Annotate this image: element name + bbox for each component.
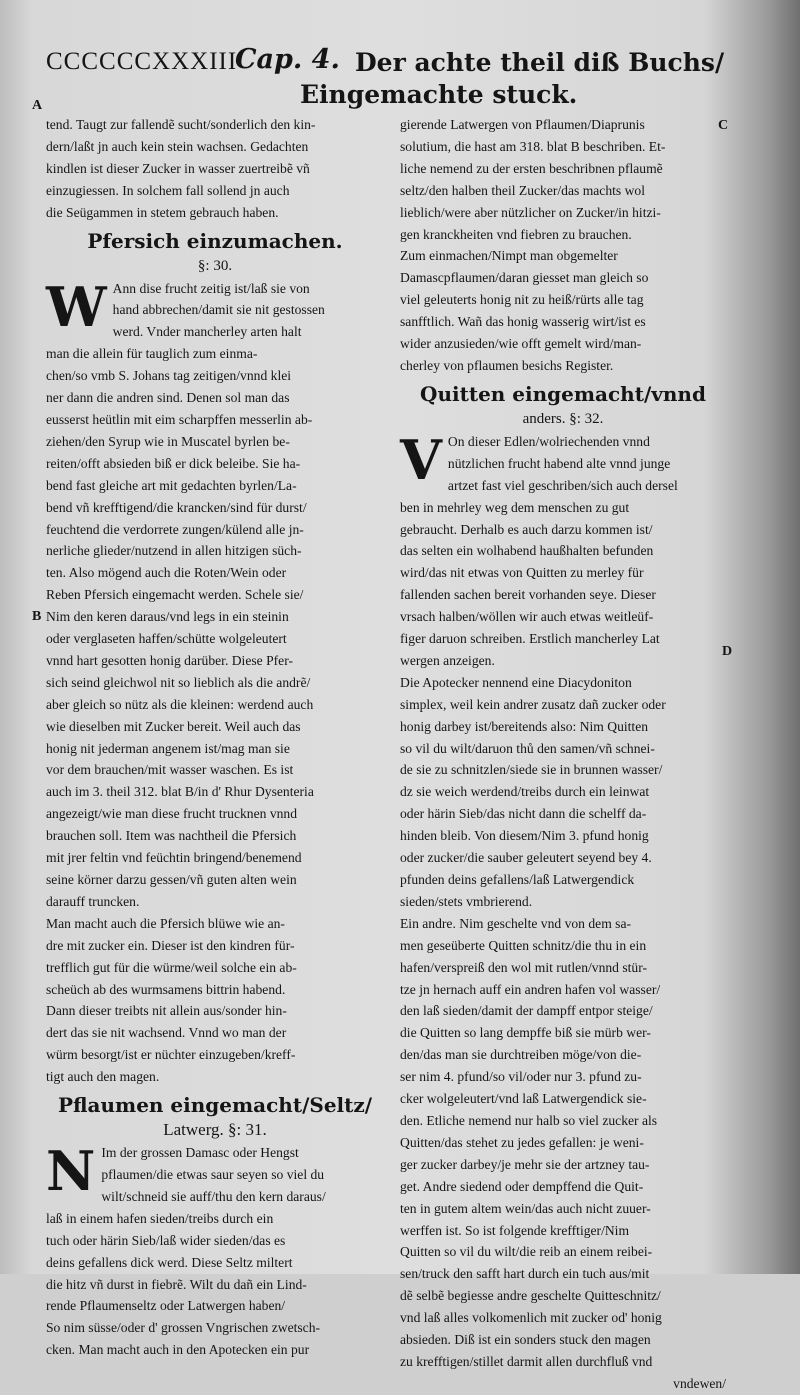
text-line: figer daruon schreiben. Erstlich mancherley Lat bbox=[400, 631, 660, 647]
text-line: dz sie weich werdend/treibs durch ein leinwat bbox=[400, 784, 650, 800]
chapter-label: Cap. 4. bbox=[235, 44, 340, 75]
text-line: so vil du wilt/daruon thů den samen/vñ schnei- bbox=[400, 740, 655, 756]
text-line: dre mit zucker ein. Dieser ist den kindren für- bbox=[46, 937, 295, 953]
text-line: chen/so vmb S. Johans tag zeitigen/vnnd klei bbox=[46, 368, 292, 384]
right-column bbox=[400, 114, 729, 1395]
paragraph-number-30: §: 30. bbox=[197, 257, 233, 274]
text-line: tigt auch den magen. bbox=[46, 1069, 160, 1085]
text-line: On dieser Edlen/wolriechenden vnnd bbox=[447, 433, 650, 449]
paragraph-number-31: Latwerg. §: 31. bbox=[163, 1120, 267, 1140]
text-line: eusserst heütlin mit eim scharpffen messerlin ab- bbox=[46, 411, 313, 427]
text-line: seltz/den halben theil Zucker/das machts wol bbox=[400, 182, 645, 198]
text-line: Nim den keren daraus/vnd legs in ein steinin bbox=[46, 609, 289, 625]
text-line: vnd laß alles volkomenlich mit zucker od' honig bbox=[400, 1310, 662, 1326]
text-line: honig nit jederman angenem ist/mag man sie bbox=[46, 740, 290, 756]
paragraph-number-32: anders. §: 32. bbox=[522, 410, 604, 427]
text-line: hand abbrechen/damit sie nit gestossen bbox=[112, 302, 325, 318]
text-line: gierende Latwergen von Pflaumen/Diaprunis bbox=[400, 117, 645, 132]
text-line: honig darbey ist/bereitends also: Nim Quitten bbox=[400, 718, 649, 734]
text-line: Im der grossen Damasc oder Hengst bbox=[101, 1145, 299, 1161]
text-line: vor dem brauchen/mit wasser waschen. Es ist bbox=[46, 762, 294, 778]
text-line: vnnd hart gesotten honig darüber. Diese Pfer- bbox=[46, 652, 293, 668]
text-line: die Seügammen in stetem gebrauch haben. bbox=[46, 204, 279, 220]
margin-marker-a: A bbox=[32, 98, 43, 113]
margin-marker-b: B bbox=[32, 609, 42, 624]
text-line: das selten ein wolhabend haußhalten befunden bbox=[400, 543, 654, 559]
text-line: Damascpflaumen/daran giesset man gleich so bbox=[400, 270, 649, 286]
text-line: Quitten/das stehet zu jedes gefallen: je weni- bbox=[400, 1134, 644, 1150]
text-line: wergen anzeigen. bbox=[400, 652, 495, 668]
text-line: tze jn hernach auff ein andren hafen vol wasser/ bbox=[400, 981, 661, 997]
left-column bbox=[46, 114, 384, 1361]
text-line: sanfftlich. Wañ das honig wasserig wirt/ist es bbox=[400, 314, 646, 330]
text-line: Reben Pfersich eingemacht werden. Schele sie/ bbox=[46, 587, 304, 603]
text-line: sen/truck den safft hart durch ein tuch aus/mit bbox=[400, 1266, 650, 1282]
section-31-body bbox=[46, 1139, 384, 1361]
section-32-body bbox=[400, 427, 726, 1395]
text-line: ner dann die andren sind. Denen sol man das bbox=[46, 390, 290, 406]
text-line: kindlen ist dieser Zucker in wasser zuertreibẽ vñ bbox=[46, 160, 310, 176]
text-line: pflaumen/die etwas saur seyen so viel du bbox=[101, 1166, 325, 1182]
text-line: sieden/stets vmbrierend. bbox=[400, 893, 533, 909]
margin-marker-c: C bbox=[718, 118, 729, 133]
text-line: gebraucht. Derhalb es auch darzu kommen ist/ bbox=[400, 521, 653, 537]
text-line: man die allein für tauglich zum einma- bbox=[46, 346, 258, 362]
heading-quitten: Quitten eingemacht/vnnd bbox=[420, 381, 706, 406]
text-line: hafen/verspreiß den wol mit rutlen/vnnd stür- bbox=[400, 959, 647, 975]
text-line: artzet fast viel geschriben/sich auch dersel bbox=[447, 477, 678, 493]
section-title: Eingemachte stuck. bbox=[300, 80, 578, 109]
text-line: hinden bleib. Von diesem/Nim 3. pfund honig bbox=[400, 828, 649, 844]
text-line: rende Pflaumenseltz oder Latwergen haben/ bbox=[46, 1298, 286, 1314]
text-line: dẽ selbẽ begiesse andre geschelte Quitteschnitz/ bbox=[400, 1288, 661, 1304]
text-line: dert das sie nit wachsend. Vnnd wo man der bbox=[46, 1025, 287, 1041]
text-line: lieblich/were aber nützlicher on Zucker/in hitzi- bbox=[400, 204, 661, 220]
text-line: auch im 3. theil 312. blat B/in d' Rhur Dysenteria bbox=[46, 784, 314, 800]
text-line: den laß sieden/damit der dampff entpor steige/ bbox=[400, 1003, 653, 1019]
text-line: Quitten so vil du wilt/die reib an einem reibei- bbox=[400, 1244, 653, 1260]
text-line: oder zucker/die sauber geleutert seyend bey 4. bbox=[400, 850, 652, 866]
text-line: tend. Taugt zur fallendẽ sucht/sonderlich den kin- bbox=[46, 117, 316, 132]
text-line: ten in gutem altem wein/das auch nicht zuuer- bbox=[400, 1200, 651, 1216]
text-line: solutium, die hast am 318. blat B beschriben. Et- bbox=[400, 138, 666, 154]
text-line: wird/das nit etwas von Quitten zu merley für bbox=[400, 565, 644, 581]
text-line: Man macht auch die Pfersich blüwe wie an- bbox=[46, 915, 285, 931]
text-line: brauchen soll. Item was nachtheil die Pfersich bbox=[46, 828, 297, 844]
drop-cap-v: V bbox=[400, 427, 442, 492]
text-line: Dann dieser treibts nit allein aus/sonder hin- bbox=[46, 1003, 287, 1019]
text-line: einzugiessen. In solchem fall sollend jn auch bbox=[46, 182, 290, 198]
heading-pflaumen: Pflaumen eingemacht/Seltz/ bbox=[57, 1093, 373, 1118]
heading-pfersich: Pfersich einzumachen. bbox=[87, 228, 343, 253]
text-line: deins gefallens dick werd. Diese Seltz miltert bbox=[46, 1254, 293, 1270]
text-line: die Quitten so lang dempffe biß sie mürb wer- bbox=[400, 1025, 651, 1041]
text-line: liche nemend zu der ersten beschribnen pflaumẽ bbox=[400, 160, 663, 176]
text-line: den/das man sie durchtreiben möge/von die- bbox=[400, 1047, 642, 1063]
text-line: simplex, weil kein andrer zusatz dañ zucker oder bbox=[400, 696, 666, 712]
text-line: oder verglaseten haffen/schütte wolgeleutert bbox=[46, 631, 287, 647]
text-line: laß in einem hafen sieden/treibs durch ein bbox=[46, 1210, 274, 1226]
text-line: wie dieselben mit Zucker bereit. Weil auch das bbox=[46, 718, 301, 734]
right-intro bbox=[400, 114, 729, 377]
folio-number: CCCCCCXXXIII bbox=[46, 48, 238, 75]
text-line: seine körner darzu gessen/vñ guten alten wein bbox=[46, 872, 297, 887]
text-line: So nim süsse/oder d' grossen Vngrischen zwetsch- bbox=[46, 1320, 321, 1336]
drop-cap-n: N bbox=[46, 1139, 96, 1204]
text-line: absieden. Diß ist ein sonders stuck den magen bbox=[400, 1332, 651, 1348]
text-line: würm besorgt/ist er nüchter einzugeben/kreff- bbox=[46, 1047, 296, 1063]
text-line: gen kranckheiten vnd fiebren zu brauchen. bbox=[400, 226, 632, 242]
text-line: de sie zu schnitzlen/siede sie in brunnen wasser/ bbox=[400, 762, 663, 778]
text-line: wider anzusieden/wie offt gemelt wird/man- bbox=[400, 336, 642, 352]
drop-cap-w: W bbox=[46, 274, 107, 339]
text-line: viel geleuterts honig nit zu heiß/rürts alle tag bbox=[400, 292, 644, 308]
left-intro bbox=[46, 114, 384, 224]
text-line: nützlichen frucht habend alte vnnd junge bbox=[447, 455, 671, 471]
margin-marker-d: D bbox=[722, 644, 733, 659]
text-line: zu krefftigen/stillet darmit allen durchfluß vnd bbox=[400, 1353, 653, 1369]
text-line: nerliche glieder/nutzend in allen hitzigen süch- bbox=[46, 543, 302, 559]
text-line: wilt/schneid sie auff/thu den kern daraus/ bbox=[101, 1188, 326, 1204]
text-line: fallenden sachen bereit vorhanden seye. Dieser bbox=[400, 587, 656, 603]
text-line: ten. Also mögend auch die Roten/Wein oder bbox=[46, 565, 287, 581]
text-line: cherley von pflaumen besichs Register. bbox=[400, 357, 614, 373]
text-line: reiten/offt absieden biß er dick beleibe. Sie ha- bbox=[46, 455, 301, 471]
text-line: bend fast gleiche art mit gedachten byrlen/La- bbox=[46, 477, 297, 493]
text-line: Ein andre. Nim geschelte vnd von dem sa- bbox=[400, 915, 632, 931]
text-line: Zum einmachen/Nimpt man obgemelter bbox=[400, 248, 618, 264]
section-30-body bbox=[46, 274, 384, 1089]
text-line: werffen ist. So ist folgende krefftiger/Nim bbox=[400, 1222, 630, 1238]
text-line: bend vñ krefftigend/die krancken/sind für durst/ bbox=[46, 499, 307, 515]
running-title: Der achte theil diß Buchs/ bbox=[355, 48, 725, 77]
text-line: darauff truncken. bbox=[46, 893, 140, 909]
text-line: aber gleich so nütz als die kleinen: werdend auch bbox=[46, 696, 314, 712]
text-line: pfunden deins gefallens/laß Latwergendick bbox=[400, 872, 635, 887]
text-line: feuchtend die verdorrete zungen/külend alle jn- bbox=[46, 521, 304, 537]
text-line: den. Etliche nemend nur halb so viel zucker als bbox=[400, 1112, 658, 1128]
text-line: ben in mehrley weg dem menschen zu gut bbox=[400, 499, 630, 515]
text-line: cker wolgeleutert/vnd laß Latwergendick sie- bbox=[400, 1091, 647, 1107]
text-line: vndewen/ bbox=[673, 1375, 726, 1391]
text-line: Die Apotecker nennend eine Diacydoniton bbox=[400, 674, 632, 690]
text-line: sich seind gleichwol nit so lieblich als die andrẽ/ bbox=[46, 674, 311, 690]
text-line: die hitz vñ durst in fiebrẽ. Wilt du dañ ein Lind- bbox=[46, 1276, 307, 1292]
text-line: Ann dise frucht zeitig ist/laß sie von bbox=[112, 280, 310, 296]
text-line: mit jrer feltin vnd feüchtin bringend/benemend bbox=[46, 850, 302, 866]
text-line: werd. Vnder mancherley arten halt bbox=[112, 324, 302, 340]
text-line: cken. Man macht auch in den Apotecken ein pur bbox=[46, 1342, 310, 1358]
text-line: angezeigt/wie man diese frucht trucknen vnnd bbox=[46, 806, 298, 822]
text-line: get. Andre siedend oder dempffend die Quit- bbox=[400, 1178, 644, 1194]
text-line: trefflich gut für die würme/weil solche ein ab- bbox=[46, 959, 297, 975]
text-line: vrsach halben/wöllen wir auch etwas weitleüf- bbox=[400, 609, 654, 625]
text-line: oder härin Sieb/das nicht dann die schelff da- bbox=[400, 806, 647, 822]
text-line: tuch oder härin Sieb/laß wider sieden/das es bbox=[46, 1232, 286, 1248]
text-line: dern/laßt jn auch kein stein wachsen. Gedachten bbox=[46, 138, 309, 154]
text-line: ziehen/den Syrup wie in Muscatel byrlen be- bbox=[46, 433, 290, 449]
text-line: scheüch ab des wurmsamens bittrin habend. bbox=[46, 981, 286, 997]
text-line: ser nim 4. pfund/so vil/oder nur 3. pfund zu- bbox=[400, 1069, 642, 1085]
text-line: men geseüberte Quitten schnitz/die thu in ein bbox=[400, 937, 647, 953]
text-line: ger zucker darbey/je mehr sie der artzney tau- bbox=[400, 1156, 650, 1172]
